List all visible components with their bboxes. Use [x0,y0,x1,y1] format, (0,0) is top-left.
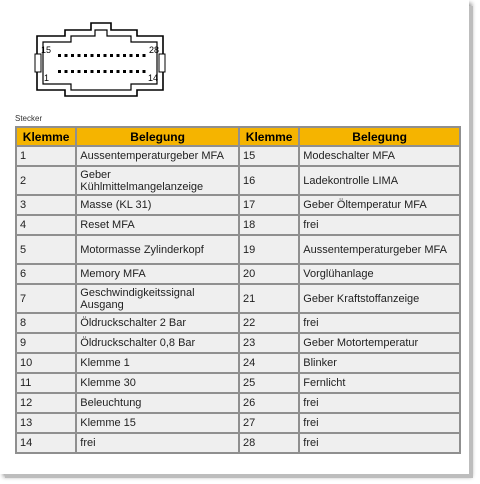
pin-number-cell: 13 [17,414,75,432]
pin-number-cell: 27 [240,414,298,432]
pin-number-cell: 12 [17,394,75,412]
table-row [17,216,459,234]
connector-pin [71,54,74,57]
connector-pin [110,54,113,57]
pin-number-cell: 14 [17,434,75,452]
connector-pin [78,70,81,73]
connector-pin [58,54,61,57]
pin-number-cell: 26 [240,394,298,412]
connector-diagram [15,14,185,111]
pin-function-cell: Blinker [300,354,459,372]
table-row [17,414,459,432]
pin-number-cell: 6 [17,265,75,283]
table-row [17,285,459,312]
pin-function-cell: Öldruckschalter 0,8 Bar [77,334,238,352]
pin-number-cell: 18 [240,216,298,234]
left-latch [35,54,41,72]
pin-function-cell: Geschwindigkeitssignal Ausgang [77,285,238,312]
connector-pin [91,70,94,73]
connector-pin [97,70,100,73]
pin-number-cell: 8 [17,314,75,332]
pin-assignment-table [15,126,461,454]
pin-number-cell: 20 [240,265,298,283]
pin-function-cell: Aussentemperaturgeber MFA [300,236,459,263]
pin-number-cell: 24 [240,354,298,372]
pin-function-cell: Vorglühanlage [300,265,459,283]
connector-pin [91,54,94,57]
connector-pin [130,70,133,73]
pin-function-cell: Geber Kühlmittelmangelanzeige [77,167,238,194]
pin-number-cell: 3 [17,196,75,214]
pin-function-cell: Geber Kraftstoffanzeige [300,285,459,312]
connector-pin [136,54,139,57]
pin-function-cell: Öldruckschalter 2 Bar [77,314,238,332]
pin-function-cell: frei [300,434,459,452]
pin-function-cell: Modeschalter MFA [300,147,459,165]
header-klemme-right: Klemme [240,128,298,145]
pin-function-cell: Geber Öltemperatur MFA [300,196,459,214]
connector-pin [143,70,146,73]
pin-label-bottom-right: 14 [148,73,159,83]
pin-function-cell: frei [300,414,459,432]
connector-pin [117,54,120,57]
pin-number-cell: 2 [17,167,75,194]
table-row [17,147,459,165]
pin-function-cell: Masse (KL 31) [77,196,238,214]
pin-function-cell: Reset MFA [77,216,238,234]
connector-pin [65,70,68,73]
table-row [17,196,459,214]
frame-shadow-right [469,6,473,477]
table-row [17,265,459,283]
connector-pin [130,54,133,57]
pin-function-cell: Klemme 1 [77,354,238,372]
connector-pin [117,70,120,73]
table-row [17,354,459,372]
pin-function-cell: Motormasse Zylinderkopf [77,236,238,263]
connector-pin [78,54,81,57]
pin-function-cell: Aussentemperaturgeber MFA [77,147,238,165]
table-row [17,394,459,412]
connector-drawing [15,14,185,111]
table-row [17,434,459,452]
connector-pin [104,70,107,73]
header-klemme-left: Klemme [17,128,75,145]
pin-function-cell: Beleuchtung [77,394,238,412]
pin-number-cell: 16 [240,167,298,194]
pin-label-top-left: 15 [41,45,52,55]
connector-pin [84,70,87,73]
pin-function-cell: frei [300,216,459,234]
pin-number-cell: 5 [17,236,75,263]
pin-number-cell: 4 [17,216,75,234]
pin-number-cell: 25 [240,374,298,392]
pin-function-cell: Fernlicht [300,374,459,392]
pin-number-cell: 28 [240,434,298,452]
connector-pin [136,70,139,73]
pin-function-cell: frei [300,314,459,332]
pin-number-cell: 15 [240,147,298,165]
pin-label-bottom-left: 1 [44,73,50,83]
pin-number-cell: 21 [240,285,298,312]
pin-number-cell: 17 [240,196,298,214]
connector-pin [104,54,107,57]
pin-number-cell: 9 [17,334,75,352]
pin-function-cell: Memory MFA [77,265,238,283]
table-row [17,236,459,263]
connector-pin [143,54,146,57]
table-row [17,167,459,194]
connector-pin [84,54,87,57]
pin-function-cell: Klemme 15 [77,414,238,432]
pin-number-cell: 10 [17,354,75,372]
table-row [17,314,459,332]
connector-pin [58,70,61,73]
pin-function-cell: frei [300,394,459,412]
pin-label-top-right: 28 [149,45,160,55]
header-belegung-right: Belegung [300,128,459,145]
connector-pin [71,70,74,73]
pin-function-cell: Ladekontrolle LIMA [300,167,459,194]
header-belegung-left: Belegung [77,128,238,145]
right-latch [159,54,165,72]
connector-pin [123,54,126,57]
pin-number-cell: 19 [240,236,298,263]
table-row [17,374,459,392]
connector-pin [65,54,68,57]
pin-function-cell: frei [77,434,238,452]
pin-function-cell: Klemme 30 [77,374,238,392]
pin-number-cell: 1 [17,147,75,165]
frame-shadow-bottom [5,474,473,478]
pin-number-cell: 23 [240,334,298,352]
table-row [17,334,459,352]
table-header-row [17,128,459,145]
pin-number-cell: 7 [17,285,75,312]
connector-pin [97,54,100,57]
connector-pin [123,70,126,73]
pin-function-cell: Geber Motortemperatur [300,334,459,352]
pin-number-cell: 22 [240,314,298,332]
connector-pin [110,70,113,73]
connector-caption: Stecker [15,114,43,123]
pin-number-cell: 11 [17,374,75,392]
